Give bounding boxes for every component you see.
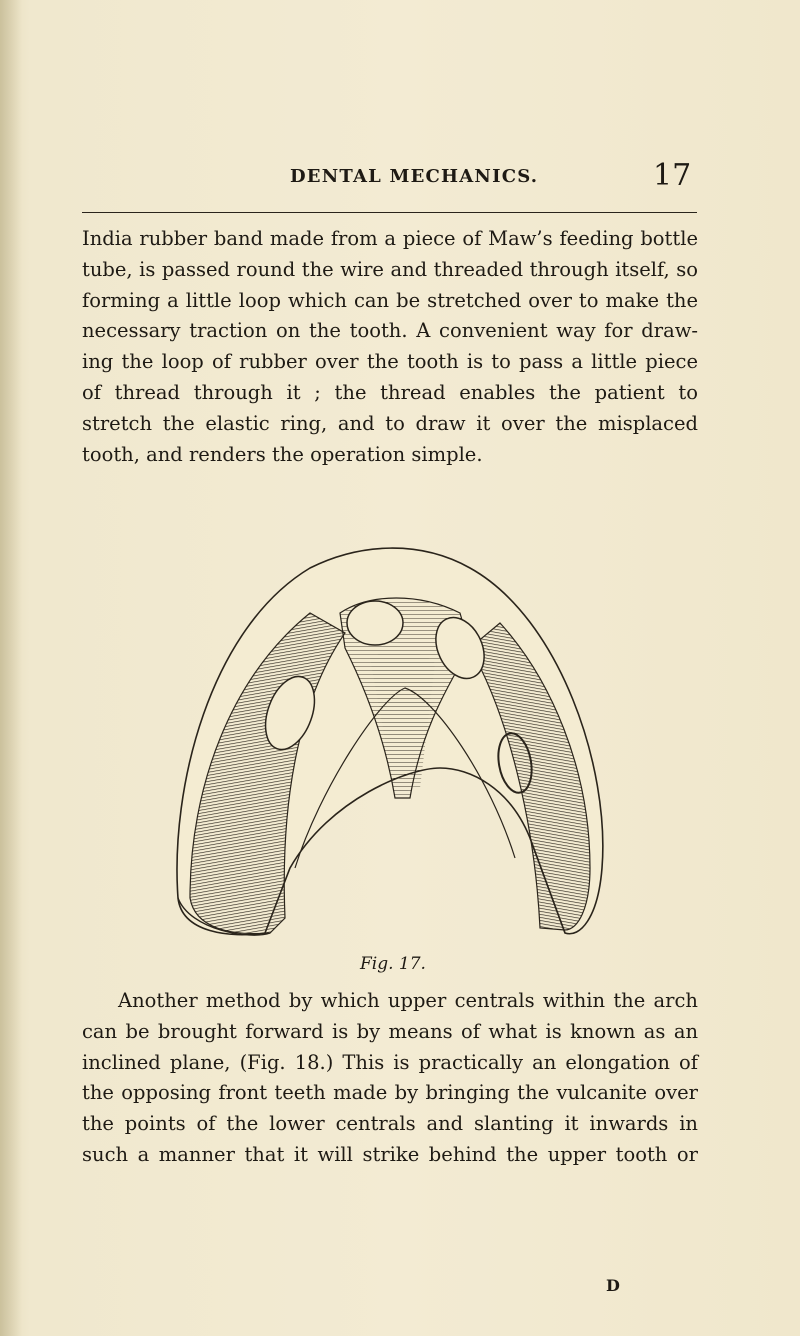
binding-shadow — [0, 0, 22, 1336]
text-line: Another method by which upper centrals within the arch — [118, 989, 698, 1012]
text-line: the points of the lower centrals and slanting it inwards in — [82, 1112, 698, 1136]
text-line: ing the loop of rubber over the tooth is to pass a little piece — [82, 350, 698, 374]
running-head — [0, 158, 800, 198]
text-line: the opposing front teeth made by bringing the vulcanite over — [82, 1081, 698, 1105]
text-line: can be brought forward is by means of what is known as an — [82, 1019, 698, 1043]
page-number: 17 — [653, 158, 692, 193]
running-head-title: DENTAL MECHANICS. — [290, 166, 539, 187]
tooth-oval-top-left — [347, 601, 403, 645]
text-line: of thread through it ; the thread enables the patient to — [82, 380, 698, 404]
text-line: tooth, and renders the operation simple. — [82, 442, 483, 466]
header-rule — [82, 212, 697, 213]
text-line: inclined plane, (Fig. 18.) This is practically an elongation of — [82, 1050, 698, 1074]
dental-arch-illustration — [170, 538, 620, 948]
text-line: stretch the elastic ring, and to draw it over the misplaced — [82, 411, 698, 435]
paragraph-2 — [82, 986, 698, 1171]
text-line: India rubber band made from a piece of Maw’s feeding bottle — [82, 227, 698, 250]
text-line: tube, is passed round the wire and threaded through itself, so — [82, 257, 698, 281]
signature-mark: D — [606, 1276, 620, 1295]
figure-caption: Fig. 17. — [360, 954, 426, 974]
text-line: necessary traction on the tooth. A convenient way for draw- — [82, 319, 698, 343]
text-line: such a manner that it will strike behind the upper tooth or — [82, 1142, 698, 1166]
text-line: forming a little loop which can be stretched over to make the — [82, 288, 698, 312]
paragraph-1 — [82, 224, 698, 470]
